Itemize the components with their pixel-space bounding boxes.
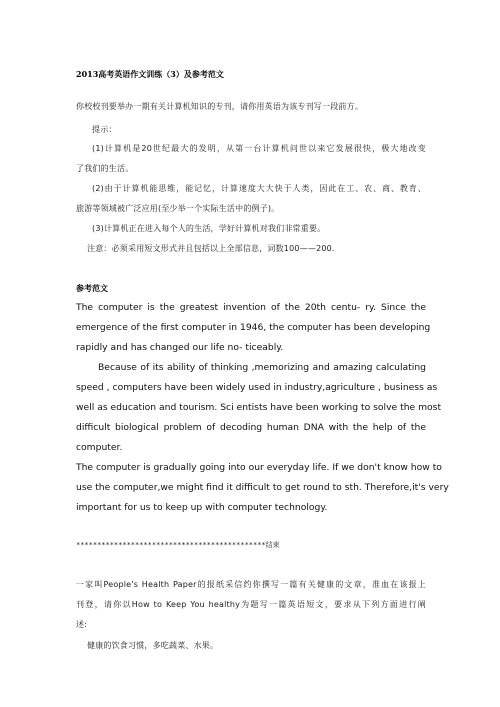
sample-p1-line-3: rapidly and has changed our life no- ticeably. bbox=[76, 342, 284, 353]
sample-p2-line-3: well as education and tourism. Sci entists have been working to solve the most bbox=[76, 402, 442, 413]
point-2-line-1: (2)由于计算机能思维，能记忆，计算速度大大快于人类，因此在工、农、商、教育、 bbox=[92, 184, 426, 193]
sample-p2-line-5: computer. bbox=[76, 442, 123, 453]
sample-p1-line-2: emergence of the first computer in 1946, the computer has been developing bbox=[76, 322, 431, 333]
next-task-line-4: 健康的饮食习惯，多吃蔬菜、水果。 bbox=[87, 641, 219, 650]
next-task-line-3: 述: bbox=[76, 620, 88, 629]
point-1-line-2: 了我们的生活。 bbox=[76, 164, 134, 173]
hint-label: 提示： bbox=[92, 125, 117, 134]
task-intro: 你校校刊要举办一期有关计算机知识的专刊，请你用英语为该专刊写一段前方。 bbox=[76, 102, 363, 111]
section-divider: *********************************************结束 bbox=[76, 541, 280, 549]
sample-p3-line-2: use the computer,we might find it difficult to get round to sth. Therefore,it's very bbox=[76, 482, 449, 493]
sample-p3-line-1: The computer is gradually going into our everyday life. If we don't know how to bbox=[76, 462, 442, 473]
sample-p2-line-2: speed , computers have been widely used in industry,agriculture , business as bbox=[76, 382, 438, 393]
note: 注意：必须采用短文形式并且包括以上全部信息，词数100——200. bbox=[87, 244, 335, 253]
next-task-line-1: 一家叫People's Health Paper的报纸采信约你撰写一篇有关健康的文章，准血在该报上 bbox=[76, 580, 426, 589]
next-task-line-2: 刊登，请你以How to Keep You healthy为题写一篇英语短文，要求从下列方面进行阐 bbox=[76, 600, 426, 609]
sample-p2-line-4: difficult biological problem of decoding human DNA with the help of the bbox=[76, 422, 426, 433]
sample-heading: 参考范文 bbox=[76, 283, 108, 293]
sample-p1-line-1: The computer is the greatest invention of the 20th centu- ry. Since the bbox=[76, 302, 426, 313]
document-title: 2013高考英语作文训练（3）及参考范文 bbox=[76, 69, 224, 79]
sample-p2-line-1: Because of its ability of thinking ,memorizing and amazing calculating bbox=[98, 362, 426, 373]
point-1-line-1: (1)计算机是20世纪最大的发明，从第一台计算机问世以来它发展很快，极大地改变 bbox=[92, 144, 426, 153]
point-3: (3)计算机正在进入每个人的生活，学好计算机对我们非常重要。 bbox=[92, 224, 326, 233]
sample-p3-line-3: important for us to keep up with computer technology. bbox=[76, 502, 328, 513]
point-2-line-2: 旅游等领域被广泛应用(至少举一个实际生活中的例子)。 bbox=[76, 204, 280, 213]
